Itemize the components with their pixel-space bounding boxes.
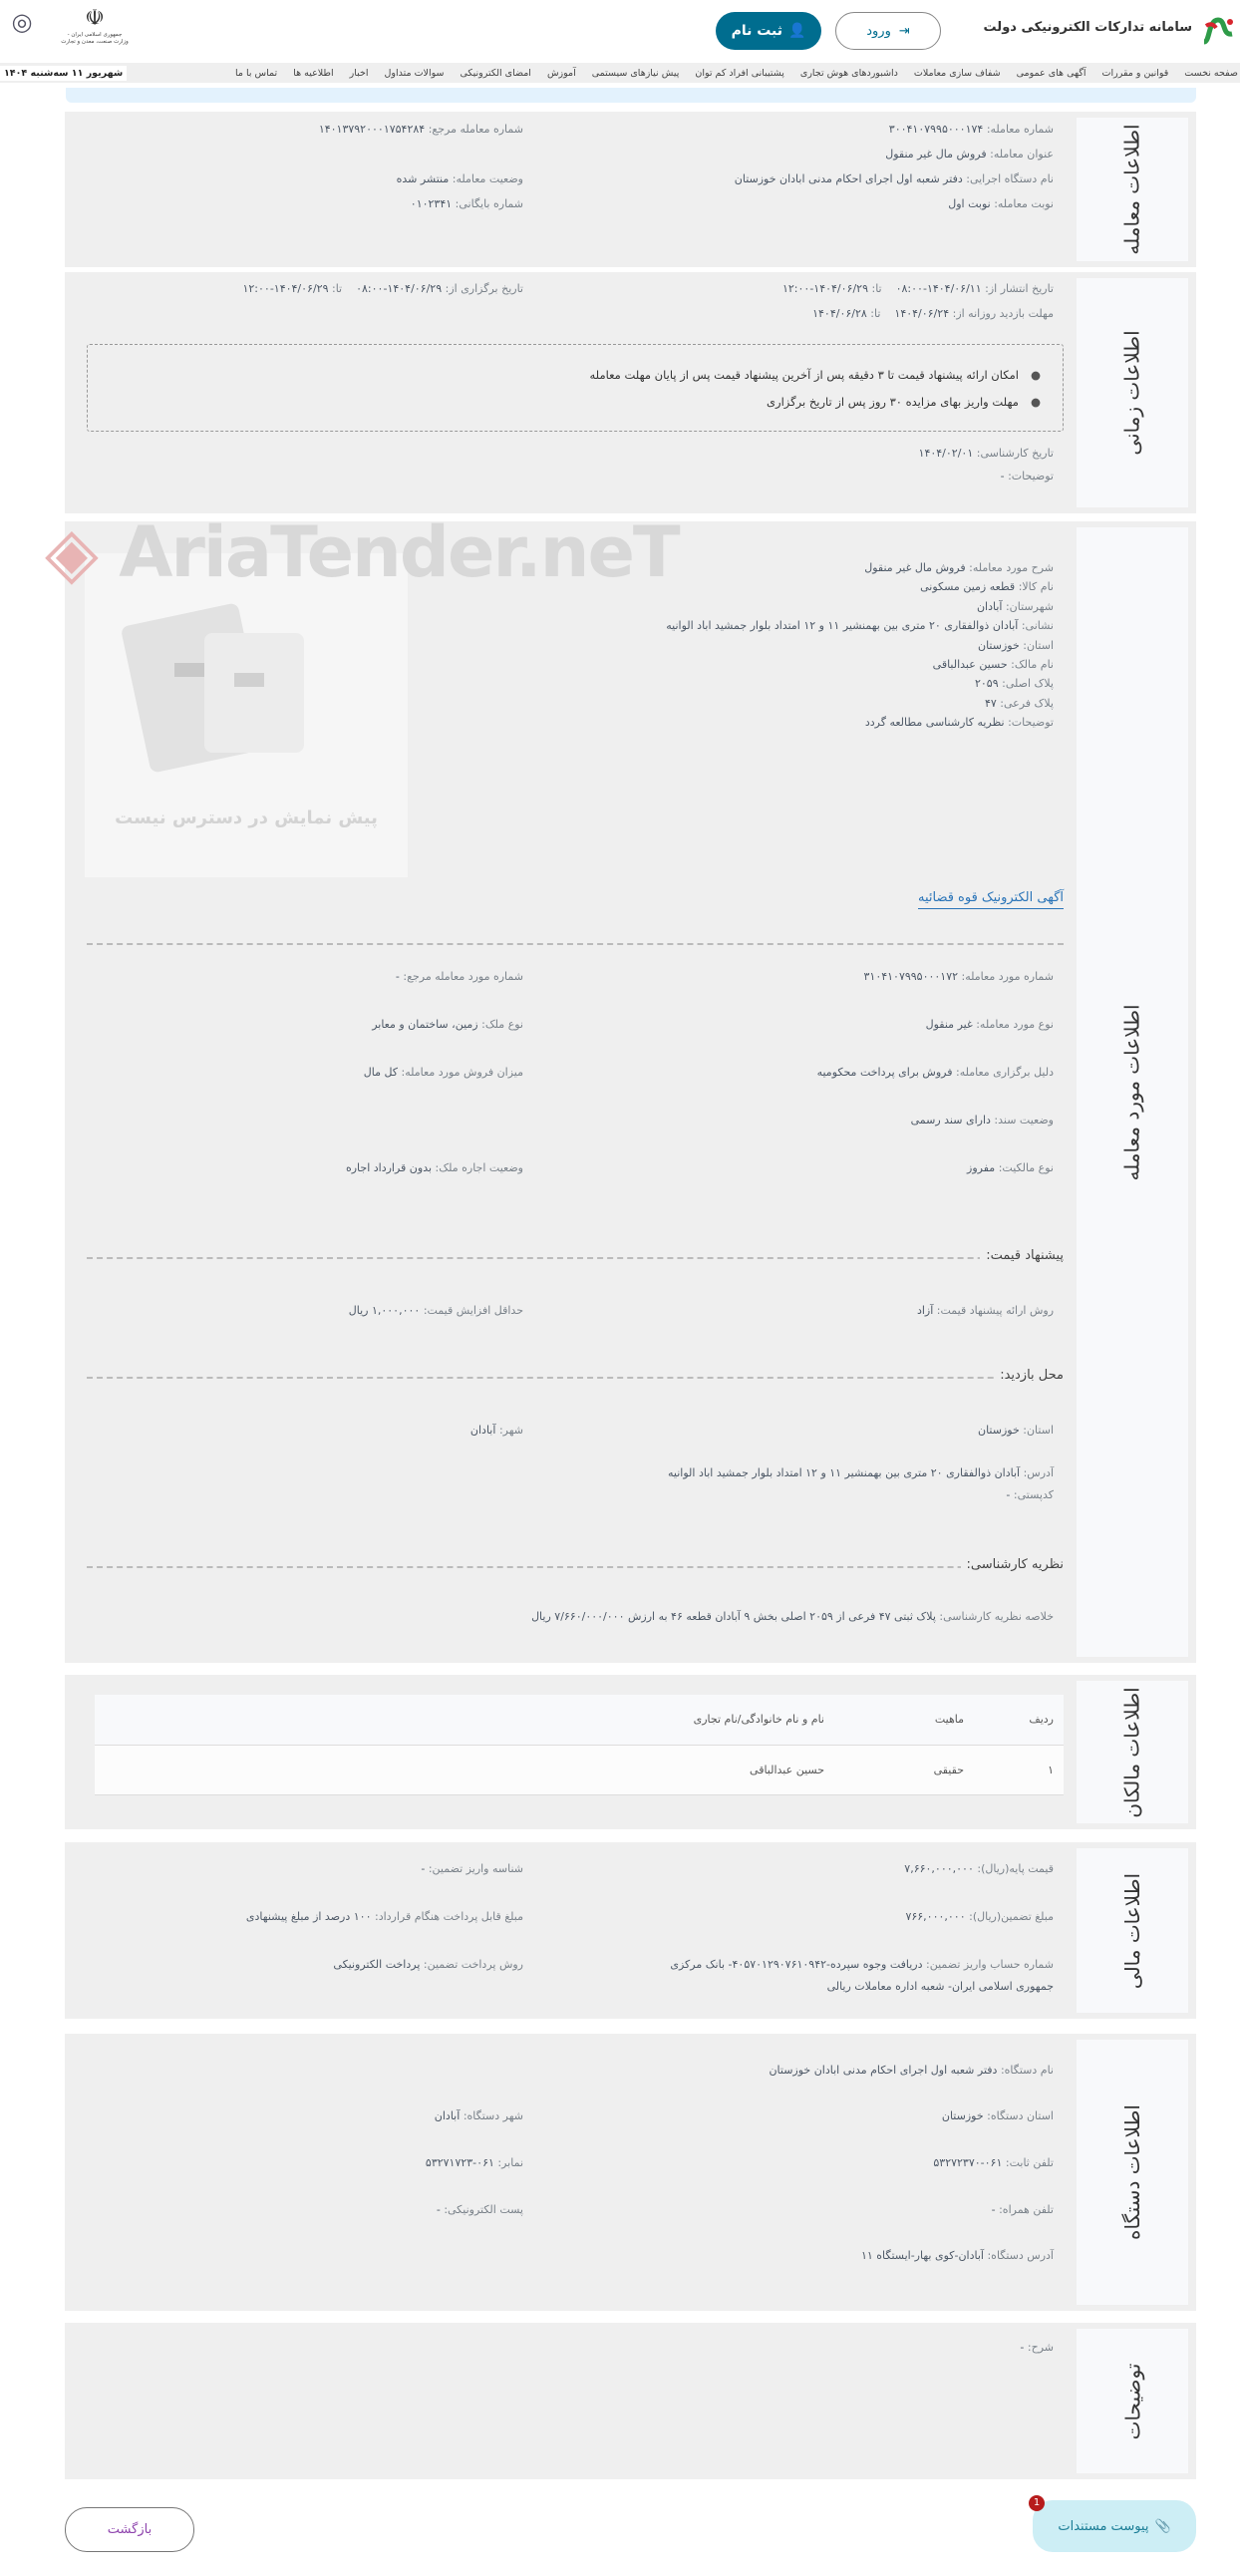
subsection-heading: نظریه کارشناسی: <box>961 1557 1065 1572</box>
divider <box>87 1566 1064 1568</box>
field-label: نوع مورد معامله: <box>976 1018 1054 1031</box>
field-value: فروش مال غیر منقول <box>885 148 987 161</box>
field-value: ۱۴۰۴/۰۶/۱۱-۰۸:۰۰ <box>895 282 982 295</box>
divider <box>87 1257 1064 1259</box>
field <box>769 2064 1054 2077</box>
field <box>861 2249 1054 2262</box>
field <box>864 970 1055 983</box>
field-label: نمابر: <box>497 2156 523 2169</box>
section-label: اطلاعات مالکان <box>1077 1681 1188 1823</box>
field <box>905 1910 1054 1923</box>
nav-item[interactable]: صفحه نخست <box>1184 67 1238 79</box>
field <box>397 172 523 185</box>
field-label: شماره معامله: <box>986 123 1054 136</box>
field-value: پرداخت الکترونیکی <box>333 1958 421 1971</box>
field-value: کل مال <box>363 1066 399 1079</box>
field-value: ۱,۰۰۰,۰۰۰ ریال <box>348 1304 421 1317</box>
field <box>668 1466 1054 1479</box>
note-item: ● مهلت واریز بهای مزایده ۳۰ روز پس از تاریخ برگزاری <box>767 395 1041 409</box>
nav-item[interactable]: آموزش <box>546 67 576 79</box>
field-label: تا: <box>871 282 882 295</box>
section-label: اطلاعات دستگاه <box>1077 2040 1188 2305</box>
nav-item[interactable]: آگهی های عمومی <box>1016 67 1086 79</box>
field-label: نوبت معامله: <box>994 197 1054 210</box>
nav-item[interactable]: اخبار <box>349 67 369 79</box>
field-label: نام دستگاه اجرایی: <box>966 172 1054 185</box>
register-button[interactable] <box>716 12 821 50</box>
field <box>396 970 523 983</box>
image-placeholder <box>85 553 408 877</box>
section-label: اطلاعات معامله <box>1077 118 1188 261</box>
field-value: ۱۴۰۴/۰۶/۲۴ <box>894 307 950 320</box>
field-value: پلاک ثبتی ۴۷ فرعی از ۲۰۵۹ اصلی بخش ۹ آبادان قطعه ۴۶ به ارزش ۷/۶۶۰/۰۰۰/۰۰۰ ریال <box>531 1610 936 1623</box>
field-value: ۱۴۰۱۳۷۹۲۰۰۰۱۷۵۴۲۸۴ <box>318 123 426 136</box>
field <box>933 2156 1054 2169</box>
section-label: اطلاعات مورد معامله <box>1077 527 1188 1657</box>
field-label: وضعیت سند: <box>994 1114 1054 1127</box>
field-label: عنوان معامله: <box>990 148 1054 161</box>
field <box>920 580 1054 593</box>
field <box>977 600 1054 613</box>
nav-item[interactable]: داشبوردهای هوش تجاری <box>799 67 898 79</box>
field-label: استان دستگاه: <box>987 2109 1054 2122</box>
field <box>421 1862 523 1875</box>
field-label: شرح: <box>1027 2341 1054 2354</box>
field-label: نام دستگاه: <box>1000 2064 1054 2077</box>
field-label: مبلغ تضمین(ریال): <box>969 1910 1054 1923</box>
field-value: ۳۱۰۴۱۰۷۹۹۵۰۰۰۱۷۲ <box>863 970 959 983</box>
field-label: شماره مورد معامله: <box>961 970 1054 983</box>
field <box>470 1424 523 1437</box>
nav-item[interactable]: قوانین و مقررات <box>1101 67 1169 79</box>
field <box>333 1958 523 1971</box>
attachments-button[interactable] <box>1033 2500 1196 2552</box>
main-nav <box>0 63 1240 83</box>
login-button[interactable] <box>835 12 941 50</box>
field-value: دفتر شعبه اول اجرای احکام مدنی ابادان خوزستان <box>734 172 963 185</box>
field-label: وضعیت معامله: <box>452 172 523 185</box>
field <box>889 123 1054 136</box>
field-label: تاریخ انتشار از: <box>985 282 1054 295</box>
field-label: شهر دستگاه: <box>463 2109 523 2122</box>
field <box>735 172 1054 185</box>
section-label: توضیحات <box>1077 2329 1188 2473</box>
field-label: دلیل برگزاری معامله: <box>956 1066 1054 1079</box>
section-organization <box>65 2034 1196 2311</box>
field-value: آبادان <box>469 1424 496 1437</box>
field <box>242 282 523 295</box>
field <box>411 197 523 210</box>
field-value: ۲۰۵۹ <box>974 677 999 691</box>
user-plus-icon: 👤 <box>788 23 806 39</box>
judiciary-notice-link[interactable]: آگهی الکترونیک قوه قضائیه <box>918 890 1064 909</box>
field-value: ۳۰۰۴۱۰۷۹۹۵۰۰۰۱۷۴ <box>888 123 984 136</box>
login-icon: ⇥ <box>898 23 910 39</box>
field-label: شماره بایگانی: <box>455 197 523 210</box>
section-owners <box>65 1675 1196 1829</box>
field <box>372 1018 523 1031</box>
field-value: ۱۴۰۴/۰۶/۲۹-۰۸:۰۰ <box>356 282 443 295</box>
field-value: آبادان <box>976 599 1003 613</box>
field-label: نوع مالکیت: <box>998 1161 1054 1174</box>
field-label: آدرس دستگاه: <box>987 2249 1054 2262</box>
field-value: آبادان <box>434 2109 461 2122</box>
field <box>817 1066 1054 1079</box>
field-label: وضعیت اجاره ملک: <box>435 1161 523 1174</box>
field-label: پست الکترونیکی: <box>444 2203 523 2216</box>
field-value: زمین، ساختمان و معابر <box>372 1018 478 1031</box>
ministry-logo <box>60 6 130 56</box>
field-value: نظریه کارشناسی مطالعه گردد <box>864 716 1005 730</box>
attachments-label: پیوست مستندات <box>1058 2518 1149 2534</box>
table-row: ۱ حقیقی حسین عبدالباقی <box>95 1745 1064 1794</box>
divider <box>87 1377 1064 1379</box>
field-value: - <box>395 970 400 983</box>
field <box>948 197 1054 210</box>
field-value: - <box>436 2203 441 2216</box>
field-value: آبادان ذوالفقاری ۲۰ متری بین بهمنشیر ۱۱ و ۱۲ امتداد بلوار جمشید اباد الوانیه <box>666 619 1019 633</box>
section-deal-info <box>65 112 1196 267</box>
field-value: ۱۴۰۴/۰۲/۰۱ <box>918 447 974 460</box>
field-label: تلفن همراه: <box>999 2203 1054 2216</box>
subsection-heading: محل بازدید: <box>994 1368 1064 1383</box>
field-value: آبادان-کوی بهار-ایستگاه ۱۱ <box>860 2249 984 2262</box>
field-value: نوبت اول <box>948 197 991 210</box>
field-label: آدرس: <box>1023 1466 1054 1479</box>
field-label: تاریخ برگزاری از: <box>445 282 523 295</box>
field-value: ۰۶۱-۵۳۲۷۲۳۷۰ <box>933 2156 1003 2169</box>
field <box>978 1424 1054 1437</box>
emblem-icon: ☫ <box>85 6 105 31</box>
nav-item[interactable]: اطلاعیه ها <box>293 67 334 79</box>
site-logo[interactable] <box>1200 12 1236 48</box>
field-label: مهلت بازدید روزانه از: <box>952 307 1054 320</box>
field <box>782 282 1054 295</box>
field <box>885 148 1054 161</box>
field-value: ۷۶۶,۰۰۰,۰۰۰ <box>905 1910 966 1923</box>
field <box>827 1980 1054 1993</box>
owners-table <box>95 1695 1064 1795</box>
field-label: توضیحات: <box>1008 470 1054 483</box>
attachments-count-badge: 1 <box>1029 2495 1045 2511</box>
field-value: خوزستان <box>978 1424 1020 1437</box>
field <box>531 1610 1054 1623</box>
field <box>319 123 523 136</box>
field-label: نوع ملک: <box>481 1018 523 1031</box>
field <box>917 1304 1054 1317</box>
field-label: استان: <box>1023 1424 1054 1437</box>
nav-item[interactable]: پیش نیازهای سیستمی <box>591 67 680 79</box>
field-value: ۰۶۱-۵۳۲۷۱۷۲۳ <box>425 2156 494 2169</box>
field-label: کدپستی: <box>1013 1488 1054 1501</box>
field-label: شهرستان: <box>1005 599 1054 613</box>
field-value: فروش برای پرداخت محکومیه <box>816 1066 953 1079</box>
field-value: دارای سند رسمی <box>910 1114 991 1127</box>
field-label: شناسه واریز تضمین: <box>428 1862 523 1875</box>
field-value: دفتر شعبه اول اجرای احکام مدنی ابادان خوزستان <box>769 2064 998 2077</box>
field-label: تا: <box>331 282 343 295</box>
field-value: ۷,۶۶۰,۰۰۰,۰۰۰ <box>904 1862 974 1875</box>
field <box>904 1862 1054 1875</box>
field <box>435 2109 523 2122</box>
field-value: خوزستان <box>941 2109 984 2122</box>
field-value: ۴۷ <box>984 696 997 710</box>
field <box>1020 2341 1054 2354</box>
field <box>933 658 1054 671</box>
field-label: تلفن ثابت: <box>1005 2156 1054 2169</box>
preview-unavailable-text: پیش نمایش در دسترس نیست <box>115 807 378 828</box>
field-label: شماره مورد معامله مرجع: <box>403 970 523 983</box>
watermark-logo: ◈ AriaTender.neT <box>45 511 679 593</box>
field <box>1001 470 1054 483</box>
field-label: روش ارائه پیشنهاد قیمت: <box>936 1304 1054 1317</box>
field-value: بدون قرارداد اجاره <box>345 1161 433 1174</box>
section-label: اطلاعات زمانی <box>1077 278 1188 507</box>
field-value: قطعه زمین مسکونی <box>920 580 1016 594</box>
nav-item[interactable]: سوالات متداول <box>384 67 445 79</box>
field <box>670 1958 1054 1971</box>
field-value: - <box>1020 2341 1025 2354</box>
field <box>812 307 1054 320</box>
site-title: سامانه تدارکات الکترونیکی دولت <box>983 20 1192 35</box>
field-label: شماره حساب واریز تضمین: <box>926 1958 1054 1971</box>
field-value: فروش مال غیر منقول <box>864 561 966 574</box>
section-label: اطلاعات مالی <box>1077 1848 1188 2013</box>
field-value: ۱۴۰۴/۰۶/۲۸ <box>812 307 867 320</box>
field <box>992 2203 1054 2216</box>
login-label: ورود <box>866 23 891 39</box>
field-label: توضیحات: <box>1008 716 1054 730</box>
field-label: پلاک اصلی: <box>1002 677 1054 691</box>
note-item: ● امکان ارائه پیشنهاد قیمت تا ۳ دقیقه پس از آخرین پیشنهاد قیمت پس از پایان مهلت معامله <box>589 368 1041 382</box>
field-label: حداقل افزایش قیمت: <box>423 1304 523 1317</box>
field-value: حسین عبدالباقی <box>932 658 1008 671</box>
field-label: شرح مورد معامله: <box>969 561 1054 574</box>
field-label: میزان فروش مورد معامله: <box>401 1066 523 1079</box>
field-value: دریافت وجوه سپرده-۴۰۵۷۰۱۲۹۰۷۶۱۰۹۴۲- بانک مرکزی <box>670 1958 923 1971</box>
field-value: غیر منقول <box>925 1018 973 1031</box>
field-label: قیمت پایه(ریال): <box>977 1862 1054 1875</box>
notice-strip <box>66 88 1196 103</box>
subsection-heading: پیشنهاد قیمت: <box>980 1248 1064 1263</box>
field-value: - <box>1006 1488 1011 1501</box>
nav-item[interactable]: شفاف سازی معاملات <box>913 67 1001 79</box>
nav-item[interactable]: پشتیبانی افراد کم توان <box>695 67 784 79</box>
field <box>975 677 1054 690</box>
paperclip-icon: 📎 <box>1154 2518 1171 2534</box>
field-value: جمهوری اسلامی ایران- شعبه اداره معاملات ریالی <box>826 1980 1054 1993</box>
field <box>666 619 1054 632</box>
field-value: آبادان ذوالفقاری ۲۰ متری بین بهمنشیر ۱۱ و ۱۲ امتداد بلوار جمشید اباد الوانیه <box>668 1466 1021 1479</box>
field-label: روش پرداخت تضمین: <box>423 1958 523 1971</box>
field <box>985 697 1054 710</box>
field <box>942 2109 1054 2122</box>
field <box>349 1304 523 1317</box>
field-value: ۱۰۰ درصد از مبلغ پیشنهادی <box>245 1910 372 1923</box>
table-header-row: ردیف ماهیت نام و نام خانوادگی/نام تجاری <box>95 1695 1064 1745</box>
field-value: آزاد <box>916 1304 934 1317</box>
notes-box <box>87 344 1064 432</box>
field-value: مفروز <box>967 1161 996 1174</box>
field-label: شهر: <box>498 1424 523 1437</box>
field <box>919 447 1054 460</box>
field-label: تاریخ کارشناسی: <box>976 447 1054 460</box>
field-label: تا: <box>870 307 881 320</box>
nav-item[interactable]: تماس با ما <box>235 67 278 79</box>
field <box>246 1910 523 1923</box>
field-value: - <box>421 1862 426 1875</box>
field-label: پلاک فرعی: <box>1000 696 1054 710</box>
field-value: منتشر شده <box>396 172 450 185</box>
field <box>346 1161 523 1174</box>
section-description <box>65 2323 1196 2479</box>
field <box>926 1018 1054 1031</box>
field <box>865 716 1054 729</box>
field <box>864 561 1054 574</box>
field-label: مبلغ قابل پرداخت هنگام قرارداد: <box>375 1910 523 1923</box>
field-value: ۰۱۰۲۳۴۱ <box>410 197 453 210</box>
field <box>1006 1488 1054 1501</box>
section-finance <box>65 1842 1196 2019</box>
section-item-info <box>45 511 1196 1663</box>
field-label: شماره معامله مرجع: <box>428 123 523 136</box>
field-label: استان: <box>1023 638 1054 652</box>
field-value: - <box>1000 470 1005 483</box>
field-value: خوزستان <box>978 638 1020 652</box>
field-label: نام مالک: <box>1011 658 1054 671</box>
back-button[interactable]: بازگشت <box>65 2507 194 2552</box>
field-label: خلاصه نظریه کارشناسی: <box>939 1610 1054 1623</box>
current-date: شهریور ۱۱ سه‌شنبه ۱۴۰۴ <box>0 66 127 81</box>
field-value: ۱۴۰۴/۰۶/۲۹-۱۲:۰۰ <box>781 282 868 295</box>
section-time-info <box>65 272 1196 513</box>
nav-item[interactable]: امضای الکترونیکی <box>460 67 531 79</box>
field <box>426 2156 523 2169</box>
field <box>437 2203 523 2216</box>
field <box>364 1066 523 1079</box>
divider <box>87 943 1064 945</box>
ministry-logo-text: جمهوری اسلامی ایران - وزارت صنعت، معدن و تجارت <box>61 32 129 45</box>
field-label: نام کالا: <box>1018 580 1054 594</box>
field <box>911 1114 1054 1127</box>
field-value: ۱۴۰۴/۰۶/۲۹-۱۲:۰۰ <box>242 282 329 295</box>
register-label: ثبت نام <box>731 23 783 39</box>
field <box>978 639 1054 652</box>
partner-logo: ◎ <box>11 8 33 36</box>
field-label: نشانی: <box>1021 619 1054 633</box>
field <box>967 1161 1054 1174</box>
field-value: - <box>991 2203 996 2216</box>
gavel-icon <box>115 593 314 773</box>
